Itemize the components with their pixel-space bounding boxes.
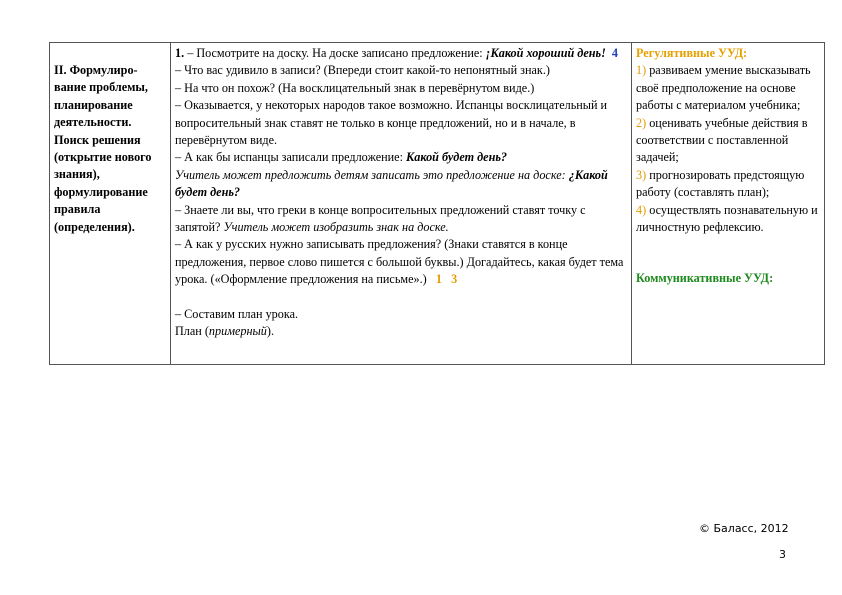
activity-line-2: – Что вас удивило в записи? (Впереди стоит какой-то непонятный знак.): [175, 63, 550, 78]
uud-item: [636, 115, 820, 167]
uud-item: [636, 167, 820, 202]
activity-cell: [171, 43, 632, 365]
item-text: осуществлять познавательную и личностную рефлексию.: [636, 202, 818, 235]
item-number: 2): [636, 115, 647, 130]
item-number: 3): [636, 167, 647, 182]
activity-line-1: [175, 45, 627, 62]
activity-line-6: [175, 167, 627, 202]
step-number: 1.: [175, 46, 185, 60]
communicative-uud-title: Коммуникативные УУД:: [636, 271, 774, 286]
activity-line-10: [175, 323, 627, 340]
activity-text: – Знаете ли вы, что греки в конце вопросительных предложений ставят точку с запятой?: [175, 202, 586, 235]
activity-line-4: – Оказывается, у некоторых народов такое возможно. Испанцы восклицательный и вопросительный знак ставят не только в конце предложений, но и в начале, в перевёрнутом виде.: [175, 98, 608, 148]
page-number: 3: [779, 548, 786, 561]
table-row: [50, 43, 825, 365]
activity-text: – А как у русских нужно записывать предложения? (Знаки ставятся в конце предложения, первое слово пишется с большой буквы.) Догадайтесь, какая будет тема урока. («Оформление предложения на письме».): [175, 237, 624, 287]
activity-line-3: – На что он похож? (На восклицательный знак в перевёрнутом виде.): [175, 80, 535, 95]
spanish-question: ¿Какой будет день?: [175, 167, 608, 200]
activity-text: – А как бы испанцы записали предложение:: [175, 150, 407, 165]
item-text: прогнозировать предстоящую работу (составлять план);: [636, 167, 805, 200]
uud-item: [636, 62, 820, 114]
activity-line-9: – Составим план урока.: [175, 306, 299, 321]
marks-1-3: 1 3: [435, 272, 458, 287]
item-text: оценивать учебные действия в соответствии с поставленной задачей;: [636, 115, 808, 165]
lesson-table: [49, 42, 825, 365]
board-sentence: ¡Какой хороший день!: [485, 46, 606, 60]
question-sentence: Какой будет день?: [406, 150, 508, 165]
item-text: развиваем умение высказывать своё предположение на основе работы с материалом учебника;: [636, 63, 811, 113]
activity-line-7: [175, 202, 627, 237]
teacher-note: Учитель может изобразить знак на доске.: [223, 220, 449, 235]
item-number: 4): [636, 202, 647, 217]
activity-line-8: [175, 236, 627, 288]
activity-line-5: [175, 149, 627, 166]
teacher-note: Учитель может предложить детям записать это предложение на доске:: [175, 167, 569, 182]
stage-cell: [50, 43, 171, 365]
activity-text: – Посмотрите на доску. На доске записано предложение:: [184, 46, 486, 60]
mark-4: 4: [611, 46, 618, 60]
stage-text: II. Формулиро-вание проблемы, планирование деятельности. Поиск решения (открытие нового знания), формулирование правила (определения).: [54, 63, 152, 234]
activity-text: План (: [175, 324, 209, 339]
uud-item: [636, 202, 820, 237]
copyright-footer: © Баласс, 2012: [699, 522, 789, 535]
activity-text: ).: [266, 324, 274, 339]
plan-note: примерный: [208, 324, 267, 339]
item-number: 1): [636, 63, 647, 78]
regulative-uud-title: Регулятивные УУД:: [636, 46, 748, 60]
uud-cell: [632, 43, 825, 365]
